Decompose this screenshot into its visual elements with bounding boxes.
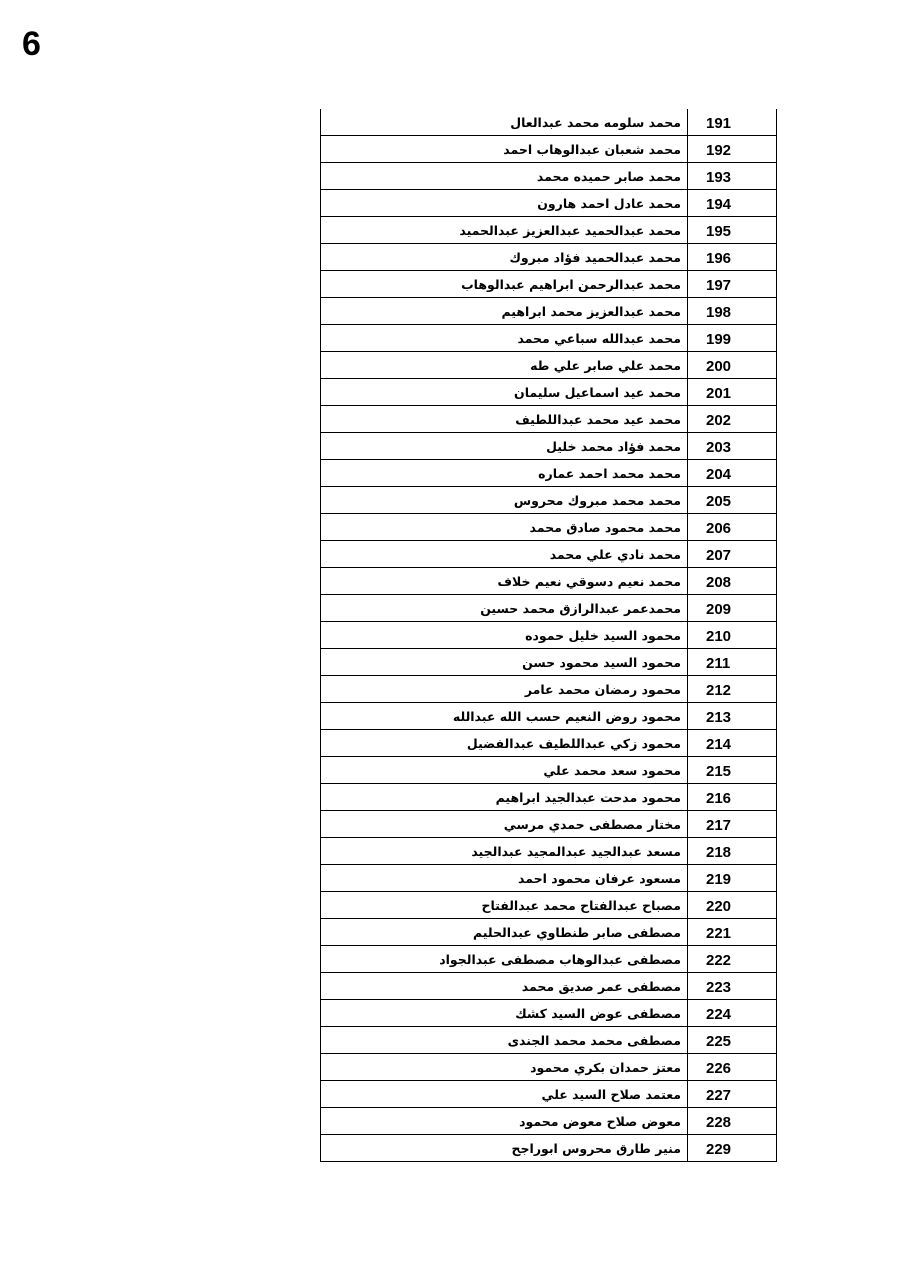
name-cell: محمد محمد احمد عماره	[321, 460, 688, 487]
number-cell	[688, 838, 777, 865]
number-cell	[688, 568, 777, 595]
row-number: 201	[706, 384, 732, 402]
row-number: 199	[706, 330, 732, 348]
name-cell: محمد محمد مبروك محروس	[321, 487, 688, 514]
table-row	[321, 379, 777, 406]
name-cell: محمد علي صابر علي طه	[321, 352, 688, 379]
table-row	[321, 190, 777, 217]
name-cell: محمد عيد اسماعيل سليمان	[321, 379, 688, 406]
table-row	[321, 973, 777, 1000]
table-row	[321, 460, 777, 487]
row-number: 198	[706, 303, 732, 321]
table-row	[321, 811, 777, 838]
name-cell: مسعد عبدالجيد عبدالمجيد عبدالجيد	[321, 838, 688, 865]
table-row	[321, 109, 777, 136]
row-number: 227	[706, 1086, 732, 1104]
table-row	[321, 865, 777, 892]
number-cell	[688, 622, 777, 649]
row-number: 193	[706, 168, 732, 186]
number-cell	[688, 865, 777, 892]
table-row	[321, 1108, 777, 1135]
row-number: 228	[706, 1113, 732, 1131]
number-cell	[688, 595, 777, 622]
number-cell	[688, 1027, 777, 1054]
name-cell: محمد عبدالرحمن ابراهيم عبدالوهاب	[321, 271, 688, 298]
name-cell: محمد صابر حميده محمد	[321, 163, 688, 190]
table-row	[321, 352, 777, 379]
row-number: 217	[706, 816, 732, 834]
row-number: 192	[706, 141, 732, 159]
number-cell	[688, 730, 777, 757]
number-cell	[688, 919, 777, 946]
number-cell	[688, 325, 777, 352]
number-cell	[688, 352, 777, 379]
row-number: 212	[706, 681, 732, 699]
table-row	[321, 325, 777, 352]
row-number: 211	[706, 654, 731, 672]
name-cell: محمود سعد محمد علي	[321, 757, 688, 784]
name-cell: محمد عبدالحميد عبدالعزيز عبدالحميد	[321, 217, 688, 244]
name-cell: محمد محمود صادق محمد	[321, 514, 688, 541]
name-cell: محمد عادل احمد هارون	[321, 190, 688, 217]
table-row	[321, 676, 777, 703]
table-row	[321, 1027, 777, 1054]
row-number: 225	[706, 1032, 732, 1050]
number-cell	[688, 811, 777, 838]
name-cell: مصطفى عمر صديق محمد	[321, 973, 688, 1000]
table-row	[321, 946, 777, 973]
table-row	[321, 217, 777, 244]
row-number: 191	[706, 114, 732, 132]
table-row	[321, 1081, 777, 1108]
table-row	[321, 1000, 777, 1027]
table-row	[321, 703, 777, 730]
name-cell: معتمد صلاح السيد علي	[321, 1081, 688, 1108]
names-table	[320, 109, 777, 1162]
table-row	[321, 433, 777, 460]
number-cell	[688, 487, 777, 514]
row-number: 222	[706, 951, 732, 969]
row-number: 213	[706, 708, 732, 726]
name-cell: مسعود عرفان محمود احمد	[321, 865, 688, 892]
table-row	[321, 784, 777, 811]
row-number: 229	[706, 1140, 732, 1158]
number-cell	[688, 541, 777, 568]
row-number: 216	[706, 789, 732, 807]
name-cell: محمدعمر عبدالرازق محمد حسين	[321, 595, 688, 622]
row-number: 197	[706, 276, 732, 294]
row-number: 200	[706, 357, 732, 375]
name-cell: معتز حمدان بكري محمود	[321, 1054, 688, 1081]
name-cell: مصطفى عبدالوهاب مصطفى عبدالجواد	[321, 946, 688, 973]
number-cell	[688, 1000, 777, 1027]
row-number: 208	[706, 573, 732, 591]
names-table-body	[321, 109, 777, 1162]
table-row	[321, 541, 777, 568]
row-number: 220	[706, 897, 732, 915]
table-row	[321, 163, 777, 190]
number-cell	[688, 1108, 777, 1135]
name-cell: مصطفى عوض السيد كشك	[321, 1000, 688, 1027]
row-number: 223	[706, 978, 732, 996]
row-number: 206	[706, 519, 732, 537]
page-number: 6	[22, 25, 41, 63]
name-cell: محمد نعيم دسوقي نعيم خلاف	[321, 568, 688, 595]
table-row	[321, 514, 777, 541]
number-cell	[688, 892, 777, 919]
row-number: 194	[706, 195, 732, 213]
table-row	[321, 730, 777, 757]
number-cell	[688, 1054, 777, 1081]
table-row	[321, 136, 777, 163]
number-cell	[688, 433, 777, 460]
row-number: 207	[706, 546, 732, 564]
number-cell	[688, 298, 777, 325]
number-cell	[688, 946, 777, 973]
name-cell: مختار مصطفى حمدي مرسي	[321, 811, 688, 838]
name-cell: محمد شعبان عبدالوهاب احمد	[321, 136, 688, 163]
number-cell	[688, 136, 777, 163]
number-cell	[688, 406, 777, 433]
name-cell: محمد نادي علي محمد	[321, 541, 688, 568]
table-row	[321, 595, 777, 622]
table-row	[321, 757, 777, 784]
table-row	[321, 892, 777, 919]
row-number: 226	[706, 1059, 732, 1077]
name-cell: مصطفى صابر طنطاوي عبدالحليم	[321, 919, 688, 946]
name-cell: محمود روض النعيم حسب الله عبدالله	[321, 703, 688, 730]
number-cell	[688, 271, 777, 298]
row-number: 205	[706, 492, 732, 510]
table-row	[321, 919, 777, 946]
number-cell	[688, 190, 777, 217]
row-number: 215	[706, 762, 732, 780]
name-cell: معوض صلاح معوض محمود	[321, 1108, 688, 1135]
number-cell	[688, 703, 777, 730]
name-cell: محمد سلومه محمد عبدالعال	[321, 109, 688, 136]
row-number: 202	[706, 411, 732, 429]
name-cell: منير طارق محروس ابوراجح	[321, 1135, 688, 1162]
name-cell: محمد عبدالله سباعي محمد	[321, 325, 688, 352]
row-number: 196	[706, 249, 732, 267]
row-number: 218	[706, 843, 732, 861]
number-cell	[688, 1135, 777, 1162]
table-row	[321, 298, 777, 325]
row-number: 219	[706, 870, 732, 888]
number-cell	[688, 460, 777, 487]
table-row	[321, 1054, 777, 1081]
number-cell	[688, 109, 777, 136]
name-cell: محمود السيد خليل حموده	[321, 622, 688, 649]
number-cell	[688, 1081, 777, 1108]
row-number: 204	[706, 465, 732, 483]
row-number: 214	[706, 735, 732, 753]
table-row	[321, 1135, 777, 1162]
row-number: 209	[706, 600, 732, 618]
row-number: 195	[706, 222, 732, 240]
number-cell	[688, 973, 777, 1000]
row-number: 221	[706, 924, 732, 942]
name-cell: مصطفى محمد محمد الجندى	[321, 1027, 688, 1054]
table-row	[321, 487, 777, 514]
table-row	[321, 649, 777, 676]
row-number: 210	[706, 627, 732, 645]
name-cell: محمد عيد محمد عبداللطيف	[321, 406, 688, 433]
table-row	[321, 244, 777, 271]
number-cell	[688, 757, 777, 784]
name-cell: محمد عبدالحميد فؤاد مبروك	[321, 244, 688, 271]
name-cell: مصباح عبدالفتاح محمد عبدالفتاح	[321, 892, 688, 919]
name-cell: محمد فؤاد محمد خليل	[321, 433, 688, 460]
name-cell: محمود مدحت عبدالجيد ابراهيم	[321, 784, 688, 811]
table-row	[321, 838, 777, 865]
name-cell: محمود السيد محمود حسن	[321, 649, 688, 676]
name-cell: محمد عبدالعزيز محمد ابراهيم	[321, 298, 688, 325]
number-cell	[688, 649, 777, 676]
number-cell	[688, 784, 777, 811]
name-cell: محمود زكي عبداللطيف عبدالفضيل	[321, 730, 688, 757]
name-cell: محمود رمضان محمد عامر	[321, 676, 688, 703]
number-cell	[688, 244, 777, 271]
table-row	[321, 622, 777, 649]
number-cell	[688, 163, 777, 190]
table-row	[321, 271, 777, 298]
table-row	[321, 406, 777, 433]
number-cell	[688, 676, 777, 703]
number-cell	[688, 514, 777, 541]
number-cell	[688, 217, 777, 244]
row-number: 203	[706, 438, 732, 456]
number-cell	[688, 379, 777, 406]
row-number: 224	[706, 1005, 732, 1023]
table-row	[321, 568, 777, 595]
